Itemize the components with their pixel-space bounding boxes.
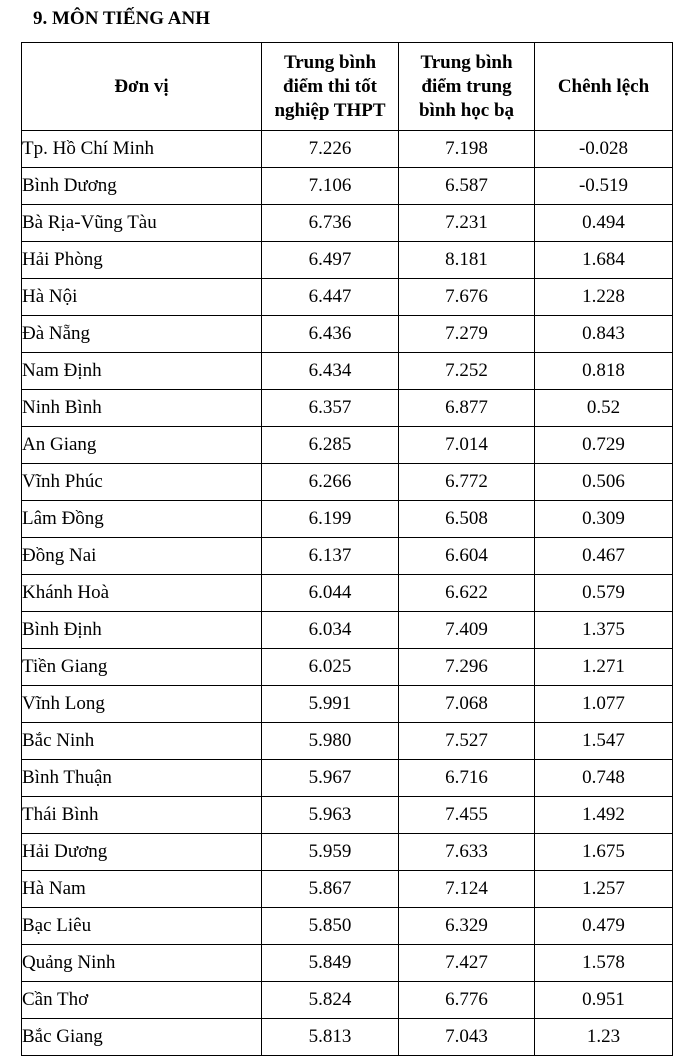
cell-unit: Bắc Ninh	[22, 723, 262, 760]
table-header-row	[22, 43, 673, 131]
table-row	[22, 575, 673, 612]
cell-thpt-score: 5.980	[262, 723, 399, 760]
cell-hocba-score: 6.329	[399, 908, 535, 945]
cell-unit: Tp. Hồ Chí Minh	[22, 131, 262, 168]
table-row	[22, 501, 673, 538]
table-row	[22, 945, 673, 982]
cell-thpt-score: 6.736	[262, 205, 399, 242]
cell-unit: An Giang	[22, 427, 262, 464]
cell-thpt-score: 6.266	[262, 464, 399, 501]
cell-difference: 0.951	[535, 982, 673, 1019]
score-table	[21, 42, 673, 1056]
cell-difference: 1.271	[535, 649, 673, 686]
cell-unit: Hà Nam	[22, 871, 262, 908]
cell-unit: Khánh Hoà	[22, 575, 262, 612]
cell-difference: 0.309	[535, 501, 673, 538]
cell-difference: -0.519	[535, 168, 673, 205]
cell-unit: Hà Nội	[22, 279, 262, 316]
cell-difference: -0.028	[535, 131, 673, 168]
header-text-line: Trung bình	[420, 51, 513, 73]
cell-thpt-score: 5.867	[262, 871, 399, 908]
cell-difference: 1.547	[535, 723, 673, 760]
header-diem-hoc-ba	[399, 43, 535, 131]
cell-hocba-score: 7.068	[399, 686, 535, 723]
cell-unit: Cần Thơ	[22, 982, 262, 1019]
cell-difference: 0.479	[535, 908, 673, 945]
cell-difference: 1.23	[535, 1019, 673, 1056]
table-row	[22, 871, 673, 908]
cell-thpt-score: 6.447	[262, 279, 399, 316]
table-row	[22, 686, 673, 723]
cell-hocba-score: 7.427	[399, 945, 535, 982]
header-text-line: điểm trung	[421, 75, 512, 97]
cell-difference: 1.675	[535, 834, 673, 871]
cell-difference: 1.375	[535, 612, 673, 649]
cell-unit: Ninh Bình	[22, 390, 262, 427]
cell-hocba-score: 6.508	[399, 501, 535, 538]
cell-hocba-score: 6.622	[399, 575, 535, 612]
header-text-line: điểm thi tốt	[283, 75, 377, 97]
cell-unit: Bắc Giang	[22, 1019, 262, 1056]
cell-hocba-score: 6.877	[399, 390, 535, 427]
cell-thpt-score: 5.813	[262, 1019, 399, 1056]
cell-thpt-score: 5.967	[262, 760, 399, 797]
cell-difference: 0.843	[535, 316, 673, 353]
table-row	[22, 316, 673, 353]
table-row	[22, 797, 673, 834]
cell-thpt-score: 6.357	[262, 390, 399, 427]
header-chenh-lech	[535, 43, 673, 131]
cell-unit: Đồng Nai	[22, 538, 262, 575]
cell-thpt-score: 7.226	[262, 131, 399, 168]
cell-unit: Bình Thuận	[22, 760, 262, 797]
table-row	[22, 427, 673, 464]
cell-thpt-score: 6.137	[262, 538, 399, 575]
cell-unit: Quảng Ninh	[22, 945, 262, 982]
table-row	[22, 168, 673, 205]
cell-difference: 1.578	[535, 945, 673, 982]
table-row	[22, 1019, 673, 1056]
cell-unit: Vĩnh Phúc	[22, 464, 262, 501]
cell-hocba-score: 7.252	[399, 353, 535, 390]
cell-thpt-score: 6.044	[262, 575, 399, 612]
cell-unit: Hải Dương	[22, 834, 262, 871]
table-row	[22, 464, 673, 501]
cell-thpt-score: 5.849	[262, 945, 399, 982]
cell-hocba-score: 7.409	[399, 612, 535, 649]
table-row	[22, 612, 673, 649]
cell-thpt-score: 6.434	[262, 353, 399, 390]
cell-unit: Lâm Đồng	[22, 501, 262, 538]
cell-unit: Bạc Liêu	[22, 908, 262, 945]
header-don-vi	[22, 43, 262, 131]
table-row	[22, 390, 673, 427]
cell-hocba-score: 7.527	[399, 723, 535, 760]
cell-thpt-score: 5.824	[262, 982, 399, 1019]
table-row	[22, 353, 673, 390]
cell-thpt-score: 6.497	[262, 242, 399, 279]
header-text-line: nghiệp THPT	[274, 99, 386, 121]
header-text-line: Đơn vị	[114, 75, 169, 97]
cell-difference: 0.467	[535, 538, 673, 575]
cell-difference: 0.729	[535, 427, 673, 464]
cell-hocba-score: 7.633	[399, 834, 535, 871]
cell-thpt-score: 5.850	[262, 908, 399, 945]
cell-thpt-score: 6.199	[262, 501, 399, 538]
header-text-line: Trung bình	[283, 51, 377, 73]
cell-difference: 1.077	[535, 686, 673, 723]
cell-difference: 1.257	[535, 871, 673, 908]
table-row	[22, 131, 673, 168]
header-text-line: bình học bạ	[418, 99, 515, 121]
cell-difference: 0.506	[535, 464, 673, 501]
cell-hocba-score: 7.279	[399, 316, 535, 353]
cell-hocba-score: 6.772	[399, 464, 535, 501]
cell-hocba-score: 7.455	[399, 797, 535, 834]
table-body	[22, 131, 673, 1056]
cell-hocba-score: 8.181	[399, 242, 535, 279]
table-row	[22, 242, 673, 279]
cell-hocba-score: 7.296	[399, 649, 535, 686]
cell-hocba-score: 6.776	[399, 982, 535, 1019]
cell-unit: Bình Định	[22, 612, 262, 649]
cell-unit: Hải Phòng	[22, 242, 262, 279]
cell-difference: 0.52	[535, 390, 673, 427]
table-row	[22, 982, 673, 1019]
cell-difference: 1.228	[535, 279, 673, 316]
cell-unit: Nam Định	[22, 353, 262, 390]
cell-thpt-score: 6.025	[262, 649, 399, 686]
cell-unit: Thái Bình	[22, 797, 262, 834]
cell-hocba-score: 7.124	[399, 871, 535, 908]
table-row	[22, 723, 673, 760]
cell-hocba-score: 7.198	[399, 131, 535, 168]
header-text-line: Chênh lệch	[557, 75, 650, 97]
cell-difference: 0.579	[535, 575, 673, 612]
table-row	[22, 760, 673, 797]
cell-unit: Vĩnh Long	[22, 686, 262, 723]
cell-thpt-score: 5.959	[262, 834, 399, 871]
cell-hocba-score: 7.014	[399, 427, 535, 464]
cell-hocba-score: 7.676	[399, 279, 535, 316]
table-row	[22, 279, 673, 316]
cell-thpt-score: 6.285	[262, 427, 399, 464]
cell-hocba-score: 6.587	[399, 168, 535, 205]
table-row	[22, 908, 673, 945]
cell-unit: Tiền Giang	[22, 649, 262, 686]
cell-unit: Đà Nẵng	[22, 316, 262, 353]
table-row	[22, 538, 673, 575]
table-row	[22, 649, 673, 686]
cell-thpt-score: 5.991	[262, 686, 399, 723]
cell-difference: 0.748	[535, 760, 673, 797]
header-diem-thi-thpt	[262, 43, 399, 131]
section-title: 9. MÔN TIẾNG ANH	[33, 8, 211, 29]
cell-hocba-score: 6.716	[399, 760, 535, 797]
cell-difference: 1.684	[535, 242, 673, 279]
cell-thpt-score: 6.436	[262, 316, 399, 353]
cell-unit: Bình Dương	[22, 168, 262, 205]
cell-difference: 0.494	[535, 205, 673, 242]
cell-difference: 0.818	[535, 353, 673, 390]
table-row	[22, 834, 673, 871]
table-row	[22, 205, 673, 242]
cell-thpt-score: 7.106	[262, 168, 399, 205]
cell-thpt-score: 6.034	[262, 612, 399, 649]
cell-unit: Bà Rịa-Vũng Tàu	[22, 205, 262, 242]
cell-hocba-score: 7.043	[399, 1019, 535, 1056]
cell-thpt-score: 5.963	[262, 797, 399, 834]
cell-hocba-score: 6.604	[399, 538, 535, 575]
cell-hocba-score: 7.231	[399, 205, 535, 242]
cell-difference: 1.492	[535, 797, 673, 834]
